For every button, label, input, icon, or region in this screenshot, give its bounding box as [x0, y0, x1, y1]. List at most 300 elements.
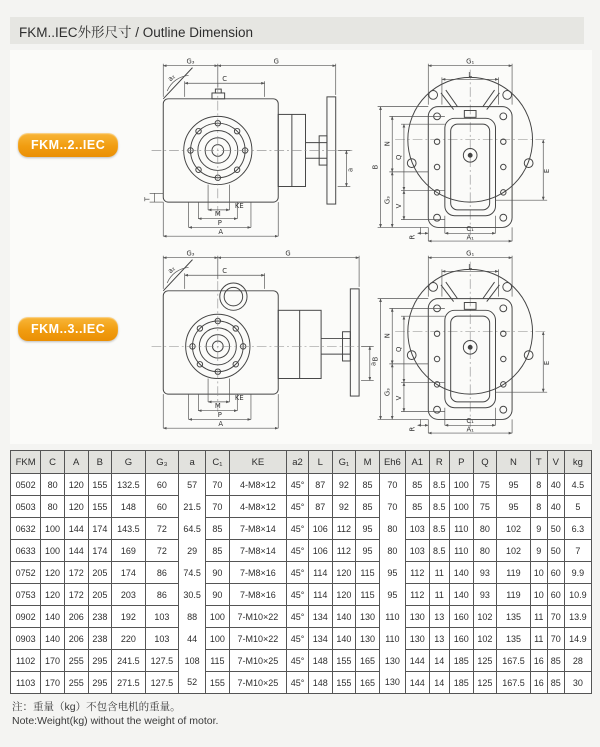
table-cell: 103	[145, 628, 178, 650]
table-cell: 8	[530, 496, 547, 518]
table-cell: 93	[473, 562, 497, 584]
table-row	[11, 584, 592, 606]
table-cell: 87	[308, 474, 332, 496]
table-cell: 172	[64, 584, 88, 606]
table-cell: 255	[64, 650, 88, 672]
center-lines	[152, 70, 548, 236]
table-cell: 16	[530, 672, 547, 694]
table-cell: 95	[356, 540, 380, 562]
table-cell: 95	[379, 584, 405, 606]
table-cell: 108	[179, 650, 206, 672]
table-cell: 7	[564, 540, 591, 562]
table-cell: 103	[405, 540, 429, 562]
table-cell: 80	[41, 474, 65, 496]
table-cell: 185	[449, 672, 473, 694]
dim-label-e: E	[543, 168, 552, 174]
table-row	[11, 672, 592, 694]
table-cell: 30.5	[179, 584, 206, 606]
dim-label-g3-front: G₃	[383, 388, 392, 397]
table-cell: 30	[564, 672, 591, 694]
table-cell: 130	[356, 606, 380, 628]
center-lines	[152, 262, 548, 428]
table-cell: 238	[88, 606, 112, 628]
table-cell: 11	[530, 628, 547, 650]
table-cell: 130	[405, 628, 429, 650]
dim-label-a: a	[346, 167, 355, 173]
table-cell: 4-M8×12	[229, 496, 286, 518]
table-cell: 7-M8×14	[229, 518, 286, 540]
column-header: N	[497, 451, 530, 474]
column-header: P	[449, 451, 473, 474]
table-cell: 135	[497, 606, 530, 628]
table-cell: 100	[206, 606, 230, 628]
table-cell: 72	[145, 518, 178, 540]
table-cell: 185	[449, 650, 473, 672]
table-cell: 87	[308, 496, 332, 518]
table-cell: 112	[332, 540, 356, 562]
table-cell: 203	[112, 584, 145, 606]
table-cell: 114	[308, 562, 332, 584]
table-cell: 85	[206, 518, 230, 540]
table-cell: 80	[473, 540, 497, 562]
table-cell: 100	[449, 496, 473, 518]
side-view-dimensions	[150, 64, 351, 236]
table-cell: 60	[547, 584, 564, 606]
table-cell: 40	[547, 496, 564, 518]
table-cell: 140	[449, 584, 473, 606]
table-cell: 64.5	[179, 518, 206, 540]
table-cell: 10.9	[564, 584, 591, 606]
table-cell: 148	[112, 496, 145, 518]
table-cell: 4-M8×12	[229, 474, 286, 496]
table-cell: 45°	[287, 496, 309, 518]
table-row	[11, 650, 592, 672]
table-cell: 120	[332, 584, 356, 606]
table-cell: 8.5	[429, 540, 449, 562]
table-cell: 95	[379, 562, 405, 584]
table-cell: 85	[405, 496, 429, 518]
dim-label-l: L	[468, 70, 473, 79]
column-header: A1	[405, 451, 429, 474]
dim-label-c1: C₁	[466, 416, 474, 425]
table-cell: 103	[145, 606, 178, 628]
table-cell: 205	[88, 584, 112, 606]
table-cell: 102	[497, 540, 530, 562]
table-cell: 92	[332, 474, 356, 496]
table-cell: 45°	[287, 628, 309, 650]
table-cell: 165	[356, 672, 380, 694]
outline-drawing-fkm2	[138, 54, 588, 244]
dim-label-g1: G₁	[466, 57, 475, 66]
table-row	[11, 628, 592, 650]
table-cell: 134	[308, 606, 332, 628]
table-cell: 174	[88, 540, 112, 562]
table-cell: 50	[547, 518, 564, 540]
column-header: G	[112, 451, 145, 474]
table-cell: 148	[308, 650, 332, 672]
table-cell: 255	[64, 672, 88, 694]
table-cell: 143.5	[112, 518, 145, 540]
table-cell: 11	[429, 562, 449, 584]
side-view	[163, 260, 359, 396]
table-cell: 103	[405, 518, 429, 540]
table-cell: 11	[530, 606, 547, 628]
table-cell: 8.5	[429, 474, 449, 496]
table-cell: 0502	[11, 474, 41, 496]
table-cell: 45°	[287, 562, 309, 584]
table-cell: 70	[547, 628, 564, 650]
table-cell: 241.5	[112, 650, 145, 672]
front-view-labels	[372, 57, 551, 241]
table-cell: 72	[145, 540, 178, 562]
table-cell: 80	[379, 518, 405, 540]
table-row	[11, 518, 592, 540]
table-row	[11, 562, 592, 584]
table-header	[11, 451, 592, 474]
drawing-panel	[10, 50, 592, 444]
table-cell: 0633	[11, 540, 41, 562]
dim-label-b: B	[371, 164, 380, 170]
dim-label-q: Q	[395, 346, 403, 352]
table-cell: 119	[497, 584, 530, 606]
table-cell: 100	[41, 518, 65, 540]
dim-label-g: G	[285, 249, 291, 258]
table-cell: 7-M10×22	[229, 606, 286, 628]
dimension-table	[10, 450, 592, 694]
dim-label-g3: G₃	[186, 57, 195, 66]
table-cell: 5	[564, 496, 591, 518]
table-cell: 50	[547, 540, 564, 562]
column-header: R	[429, 451, 449, 474]
table-cell: 134	[308, 628, 332, 650]
table-cell: 155	[206, 672, 230, 694]
table-cell: 60	[145, 496, 178, 518]
table-cell: 93	[473, 584, 497, 606]
dim-label-g1: G₁	[466, 249, 475, 258]
dim-label-a: a	[369, 361, 378, 366]
table-cell: 7-M10×25	[229, 650, 286, 672]
column-header: V	[547, 451, 564, 474]
table-cell: 110	[379, 606, 405, 628]
column-header: G₁	[332, 451, 356, 474]
table-cell: 85	[356, 496, 380, 518]
table-cell: 75	[473, 474, 497, 496]
table-cell: 140	[332, 606, 356, 628]
table-cell: 29	[179, 540, 206, 562]
table-cell: 271.5	[112, 672, 145, 694]
table-cell: 115	[356, 562, 380, 584]
dim-label-g: G	[273, 57, 279, 66]
table-cell: 14.9	[564, 628, 591, 650]
table-cell: 40	[547, 474, 564, 496]
table-cell: 70	[379, 496, 405, 518]
dim-label-n: N	[383, 141, 392, 147]
front-view-dimensions	[378, 256, 548, 433]
table-cell: 167.5	[497, 650, 530, 672]
table-cell: 130	[405, 606, 429, 628]
table-cell: 95	[356, 518, 380, 540]
table-row	[11, 474, 592, 496]
table-cell: 21.5	[179, 496, 206, 518]
table-cell: 8.5	[429, 496, 449, 518]
table-cell: 120	[41, 584, 65, 606]
table-cell: 206	[64, 628, 88, 650]
table-cell: 102	[473, 628, 497, 650]
table-cell: 174	[112, 562, 145, 584]
table-cell: 102	[497, 518, 530, 540]
table-cell: 132.5	[112, 474, 145, 496]
page-title-bar	[10, 17, 584, 44]
table-cell: 70	[206, 496, 230, 518]
dim-label-p: P	[217, 219, 222, 227]
table-cell: 88	[179, 606, 206, 628]
front-view-dimensions	[378, 64, 548, 241]
table-cell: 85	[547, 650, 564, 672]
column-header: C₁	[206, 451, 230, 474]
outline-drawing-fkm3	[138, 246, 588, 436]
table-cell: 70	[379, 474, 405, 496]
table-cell: 148	[308, 672, 332, 694]
header-row	[11, 451, 592, 474]
table-cell: 75	[473, 496, 497, 518]
table-cell: 120	[64, 474, 88, 496]
table-cell: 4.5	[564, 474, 591, 496]
table-cell: 8.5	[429, 518, 449, 540]
table-cell: 45°	[287, 518, 309, 540]
column-header: T	[530, 451, 547, 474]
table-cell: 155	[88, 496, 112, 518]
table-cell: 110	[449, 540, 473, 562]
table-cell: 86	[145, 584, 178, 606]
table-cell: 140	[332, 628, 356, 650]
dim-label-t: T	[143, 197, 152, 202]
table-cell: 135	[497, 628, 530, 650]
table-cell: 90	[206, 584, 230, 606]
dim-label-a-cap: A	[218, 419, 224, 428]
table-cell: 7-M8×14	[229, 540, 286, 562]
table-cell: 160	[449, 628, 473, 650]
table-cell: 106	[308, 518, 332, 540]
table-cell: 295	[88, 650, 112, 672]
table-cell: 0503	[11, 496, 41, 518]
table-cell: 238	[88, 628, 112, 650]
column-header: C	[41, 451, 65, 474]
table-cell: 206	[64, 606, 88, 628]
table-cell: 127.5	[145, 650, 178, 672]
table-cell: 10	[530, 562, 547, 584]
column-header: kg	[564, 451, 591, 474]
badge-fkm3-iec: FKM..3..IEC	[18, 317, 118, 341]
dim-label-v: V	[395, 203, 403, 209]
table-cell: 130	[379, 672, 405, 694]
table-cell: 110	[379, 628, 405, 650]
column-header: Eh6	[379, 451, 405, 474]
table-cell: 167.5	[497, 672, 530, 694]
table-body	[11, 474, 592, 694]
dim-label-a2: a₂	[166, 264, 177, 276]
table-cell: 106	[308, 540, 332, 562]
table-cell: 45°	[287, 474, 309, 496]
dim-label-c1: C₁	[466, 224, 474, 233]
table-cell: 155	[332, 650, 356, 672]
table-cell: 115	[206, 650, 230, 672]
table-cell: 220	[112, 628, 145, 650]
table-cell: 0753	[11, 584, 41, 606]
dim-label-c: C	[222, 74, 228, 83]
table-cell: 115	[356, 584, 380, 606]
table-cell: 8	[530, 474, 547, 496]
table-cell: 85	[405, 474, 429, 496]
table-cell: 44	[179, 628, 206, 650]
table-cell: 45°	[287, 540, 309, 562]
table-cell: 102	[473, 606, 497, 628]
table-row	[11, 606, 592, 628]
column-header: a2	[287, 451, 309, 474]
table-cell: 0903	[11, 628, 41, 650]
table-cell: 45°	[287, 672, 309, 694]
column-header: M	[356, 451, 380, 474]
dim-label-l: L	[468, 262, 473, 271]
table-cell: 1103	[11, 672, 41, 694]
table-cell: 45°	[287, 650, 309, 672]
table-cell: 74.5	[179, 562, 206, 584]
dim-label-ke: KE	[234, 201, 244, 210]
table-cell: 14	[429, 672, 449, 694]
column-header: G₃	[145, 451, 178, 474]
table-cell: 60	[547, 562, 564, 584]
table-cell: 144	[64, 540, 88, 562]
table-cell: 6.3	[564, 518, 591, 540]
table-cell: 7-M10×22	[229, 628, 286, 650]
front-view-labels	[369, 249, 552, 434]
column-header: KE	[229, 451, 286, 474]
table-cell: 155	[332, 672, 356, 694]
table-cell: 95	[497, 496, 530, 518]
table-cell: 120	[41, 562, 65, 584]
table-cell: 90	[206, 562, 230, 584]
dim-label-g3: G₃	[186, 249, 195, 258]
table-cell: 100	[41, 540, 65, 562]
dim-label-m: M	[214, 210, 221, 219]
table-cell: 295	[88, 672, 112, 694]
table-cell: 0632	[11, 518, 41, 540]
table-cell: 0752	[11, 562, 41, 584]
table-cell: 80	[379, 540, 405, 562]
table-cell: 112	[405, 584, 429, 606]
table-cell: 45°	[287, 584, 309, 606]
dim-label-v: V	[395, 395, 403, 401]
dim-label-r: R	[408, 426, 417, 432]
table-cell: 95	[497, 474, 530, 496]
table-cell: 13.9	[564, 606, 591, 628]
table-cell: 92	[332, 496, 356, 518]
table-cell: 120	[64, 496, 88, 518]
dim-label-a1: A₁	[466, 425, 474, 434]
table-cell: 140	[41, 628, 65, 650]
table-cell: 9	[530, 518, 547, 540]
table-cell: 174	[88, 518, 112, 540]
dim-label-a1: A₁	[466, 233, 474, 242]
table-cell: 13	[429, 628, 449, 650]
table-cell: 125	[473, 672, 497, 694]
table-cell: 112	[405, 562, 429, 584]
table-cell: 0902	[11, 606, 41, 628]
column-header: Q	[473, 451, 497, 474]
table-cell: 45°	[287, 606, 309, 628]
table-cell: 155	[88, 474, 112, 496]
table-cell: 14	[429, 650, 449, 672]
table-cell: 127.5	[145, 672, 178, 694]
table-cell: 16	[530, 650, 547, 672]
table-cell: 7-M8×16	[229, 562, 286, 584]
table-cell: 28	[564, 650, 591, 672]
column-header: A	[64, 451, 88, 474]
table-cell: 144	[64, 518, 88, 540]
dim-label-c: C	[222, 266, 228, 275]
dim-label-r: R	[408, 234, 417, 240]
table-cell: 13	[429, 606, 449, 628]
footnote-cn: 注：重量（kg）不包含电机的重量。	[12, 701, 181, 713]
table-cell: 57	[179, 474, 206, 496]
table-cell: 205	[88, 562, 112, 584]
table-cell: 86	[145, 562, 178, 584]
side-view-labels	[144, 57, 355, 236]
table-cell: 140	[41, 606, 65, 628]
table-cell: 112	[332, 518, 356, 540]
table-cell: 144	[405, 672, 429, 694]
table-cell: 7-M8×16	[229, 584, 286, 606]
dim-label-g3-front: G₃	[383, 196, 392, 205]
table-cell: 125	[473, 650, 497, 672]
table-cell: 1102	[11, 650, 41, 672]
table-cell: 70	[206, 474, 230, 496]
footnote-en: Note:Weight(kg) without the weight of motor.	[12, 714, 219, 727]
dim-label-a2: a₂	[166, 72, 177, 84]
dim-label-p: P	[217, 411, 222, 419]
dim-label-b: B	[371, 356, 380, 362]
table-cell: 85	[547, 672, 564, 694]
column-header: a	[179, 451, 206, 474]
table-cell: 130	[356, 628, 380, 650]
table-cell: 170	[41, 650, 65, 672]
side-view	[163, 68, 335, 204]
dim-label-n: N	[383, 333, 392, 339]
footnote	[12, 701, 218, 728]
table-cell: 110	[449, 518, 473, 540]
table-cell: 130	[379, 650, 405, 672]
dim-label-ke: KE	[234, 393, 244, 402]
table-cell: 100	[206, 628, 230, 650]
dim-label-m: M	[214, 402, 221, 411]
table-cell: 10	[530, 584, 547, 606]
dim-label-q: Q	[395, 154, 403, 160]
table-cell: 52	[179, 672, 206, 694]
table-cell: 144	[405, 650, 429, 672]
table-cell: 7-M10×25	[229, 672, 286, 694]
table-cell: 172	[64, 562, 88, 584]
table-cell: 120	[332, 562, 356, 584]
column-header: L	[308, 451, 332, 474]
table-cell: 60	[145, 474, 178, 496]
table-cell: 170	[41, 672, 65, 694]
table-cell: 100	[449, 474, 473, 496]
table-cell: 119	[497, 562, 530, 584]
table-cell: 85	[356, 474, 380, 496]
table-row	[11, 540, 592, 562]
table-cell: 80	[473, 518, 497, 540]
dim-label-e: E	[543, 360, 552, 366]
page-title: FKM..IEC外形尺寸 / Outline Dimension	[19, 24, 254, 40]
